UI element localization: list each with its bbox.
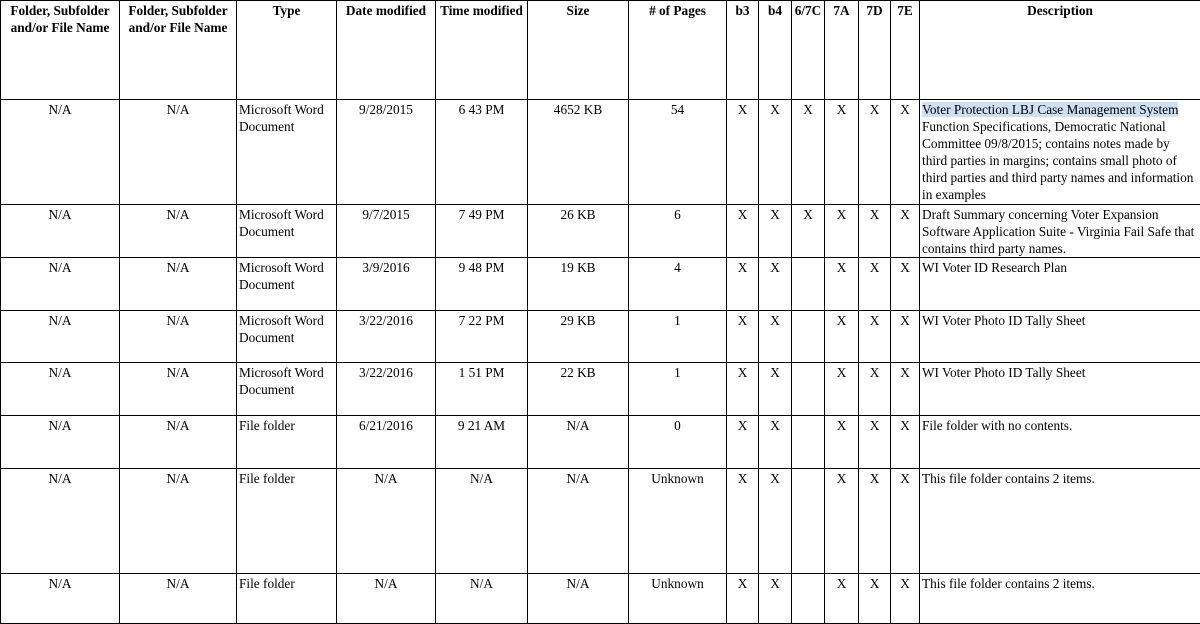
b3-cell: X <box>727 363 759 416</box>
size-cell: 29 KB <box>528 311 629 363</box>
7a-cell: X <box>825 205 859 258</box>
time-modified-cell: 7 49 PM <box>436 205 528 258</box>
c67-cell <box>792 574 825 624</box>
7e-cell: X <box>891 205 920 258</box>
pages-cell: 0 <box>629 416 727 469</box>
folder-name-cell: N/A <box>1 258 120 311</box>
pages-cell: Unknown <box>629 574 727 624</box>
type-cell: Microsoft Word Document <box>237 311 337 363</box>
description-cell <box>920 311 1200 363</box>
7e-cell: X <box>891 311 920 363</box>
date-modified-cell: 6/21/2016 <box>337 416 436 469</box>
time-modified-cell: N/A <box>436 469 528 574</box>
description-highlighted-text: Voter Protection LBJ Case Management System <box>922 102 1178 117</box>
7e-cell: X <box>891 363 920 416</box>
header-7a: 7A <box>825 1 859 100</box>
c67-cell <box>792 311 825 363</box>
type-cell: Microsoft Word Document <box>237 100 337 205</box>
date-modified-cell: 9/7/2015 <box>337 205 436 258</box>
date-modified-cell: 3/22/2016 <box>337 363 436 416</box>
7d-cell: X <box>859 416 891 469</box>
b3-cell: X <box>727 469 759 574</box>
b4-cell: X <box>759 100 792 205</box>
b3-cell: X <box>727 311 759 363</box>
type-cell: File folder <box>237 574 337 624</box>
b4-cell: X <box>759 416 792 469</box>
folder-name-cell: N/A <box>1 469 120 574</box>
b4-cell: X <box>759 311 792 363</box>
7e-cell: X <box>891 574 920 624</box>
7e-cell: X <box>891 416 920 469</box>
description-text: WI Voter ID Research Plan <box>922 260 1067 275</box>
folder-name-cell: N/A <box>1 363 120 416</box>
table-row <box>1 100 1200 205</box>
table-row <box>1 469 1200 574</box>
c67-cell <box>792 363 825 416</box>
subfolder-name-cell: N/A <box>120 258 237 311</box>
pages-cell: 1 <box>629 363 727 416</box>
type-cell: Microsoft Word Document <box>237 258 337 311</box>
header-folder-1: Folder, Subfolder and/or File Name <box>1 1 120 100</box>
header-7d: 7D <box>859 1 891 100</box>
header-b4: b4 <box>759 1 792 100</box>
header-time-modified: Time modified <box>436 1 528 100</box>
header-type: Type <box>237 1 337 100</box>
description-text: WI Voter Photo ID Tally Sheet <box>922 365 1085 380</box>
header-b3: b3 <box>727 1 759 100</box>
header-size: Size <box>528 1 629 100</box>
b3-cell: X <box>727 100 759 205</box>
time-modified-cell: 9 21 AM <box>436 416 528 469</box>
date-modified-cell: 9/28/2015 <box>337 100 436 205</box>
description-text: Function Specifications, Democratic National Committee 09/8/2015; contains notes made by third parties in margins; contains small photo of third parties and third party names and information in examples <box>922 119 1193 202</box>
subfolder-name-cell: N/A <box>120 311 237 363</box>
table-row <box>1 205 1200 258</box>
c67-cell <box>792 469 825 574</box>
size-cell: 22 KB <box>528 363 629 416</box>
table-row <box>1 574 1200 624</box>
b4-cell: X <box>759 574 792 624</box>
header-folder-2: Folder, Subfolder and/or File Name <box>120 1 237 100</box>
description-cell <box>920 574 1200 624</box>
size-cell: 19 KB <box>528 258 629 311</box>
description-cell <box>920 100 1200 205</box>
subfolder-name-cell: N/A <box>120 574 237 624</box>
header-7e: 7E <box>891 1 920 100</box>
description-cell <box>920 258 1200 311</box>
folder-name-cell: N/A <box>1 416 120 469</box>
pages-cell: 6 <box>629 205 727 258</box>
header-pages: # of Pages <box>629 1 727 100</box>
folder-name-cell: N/A <box>1 311 120 363</box>
type-cell: Microsoft Word Document <box>237 363 337 416</box>
folder-name-cell: N/A <box>1 100 120 205</box>
c67-cell <box>792 416 825 469</box>
type-cell: File folder <box>237 416 337 469</box>
description-cell <box>920 205 1200 258</box>
pages-cell: Unknown <box>629 469 727 574</box>
date-modified-cell: 3/22/2016 <box>337 311 436 363</box>
time-modified-cell: 1 51 PM <box>436 363 528 416</box>
size-cell: N/A <box>528 416 629 469</box>
7d-cell: X <box>859 363 891 416</box>
type-cell: File folder <box>237 469 337 574</box>
description-text: File folder with no contents. <box>922 418 1072 433</box>
pages-cell: 54 <box>629 100 727 205</box>
description-cell <box>920 416 1200 469</box>
header-6-7c: 6/7C <box>792 1 825 100</box>
7a-cell: X <box>825 311 859 363</box>
table-row <box>1 311 1200 363</box>
7e-cell: X <box>891 469 920 574</box>
time-modified-cell: N/A <box>436 574 528 624</box>
b4-cell: X <box>759 363 792 416</box>
folder-name-cell: N/A <box>1 205 120 258</box>
b3-cell: X <box>727 574 759 624</box>
c67-cell: X <box>792 100 825 205</box>
type-cell: Microsoft Word Document <box>237 205 337 258</box>
size-cell: 26 KB <box>528 205 629 258</box>
b4-cell: X <box>759 258 792 311</box>
header-date-modified: Date modified <box>337 1 436 100</box>
pages-cell: 4 <box>629 258 727 311</box>
table-row <box>1 258 1200 311</box>
table-row <box>1 363 1200 416</box>
size-cell: N/A <box>528 574 629 624</box>
c67-cell: X <box>792 205 825 258</box>
7d-cell: X <box>859 205 891 258</box>
subfolder-name-cell: N/A <box>120 205 237 258</box>
7d-cell: X <box>859 469 891 574</box>
folder-name-cell: N/A <box>1 574 120 624</box>
table-row <box>1 416 1200 469</box>
description-text: This file folder contains 2 items. <box>922 576 1095 591</box>
b3-cell: X <box>727 258 759 311</box>
7a-cell: X <box>825 574 859 624</box>
subfolder-name-cell: N/A <box>120 363 237 416</box>
date-modified-cell: 3/9/2016 <box>337 258 436 311</box>
c67-cell <box>792 258 825 311</box>
description-cell <box>920 363 1200 416</box>
pages-cell: 1 <box>629 311 727 363</box>
date-modified-cell: N/A <box>337 469 436 574</box>
7d-cell: X <box>859 100 891 205</box>
7d-cell: X <box>859 258 891 311</box>
b3-cell: X <box>727 205 759 258</box>
7a-cell: X <box>825 363 859 416</box>
size-cell: N/A <box>528 469 629 574</box>
subfolder-name-cell: N/A <box>120 100 237 205</box>
7d-cell: X <box>859 574 891 624</box>
subfolder-name-cell: N/A <box>120 416 237 469</box>
date-modified-cell: N/A <box>337 574 436 624</box>
description-text: WI Voter Photo ID Tally Sheet <box>922 313 1085 328</box>
description-text: This file folder contains 2 items. <box>922 471 1095 486</box>
time-modified-cell: 6 43 PM <box>436 100 528 205</box>
7d-cell: X <box>859 311 891 363</box>
time-modified-cell: 9 48 PM <box>436 258 528 311</box>
7e-cell: X <box>891 100 920 205</box>
7e-cell: X <box>891 258 920 311</box>
subfolder-name-cell: N/A <box>120 469 237 574</box>
7a-cell: X <box>825 469 859 574</box>
size-cell: 4652 KB <box>528 100 629 205</box>
header-row <box>1 1 1200 100</box>
description-text: Draft Summary concerning Voter Expansion Software Application Suite - Virginia Fail Safe that contains third party names. <box>922 207 1194 256</box>
description-cell <box>920 469 1200 574</box>
b4-cell: X <box>759 469 792 574</box>
header-description: Description <box>920 1 1200 100</box>
7a-cell: X <box>825 258 859 311</box>
7a-cell: X <box>825 100 859 205</box>
time-modified-cell: 7 22 PM <box>436 311 528 363</box>
b4-cell: X <box>759 205 792 258</box>
b3-cell: X <box>727 416 759 469</box>
7a-cell: X <box>825 416 859 469</box>
